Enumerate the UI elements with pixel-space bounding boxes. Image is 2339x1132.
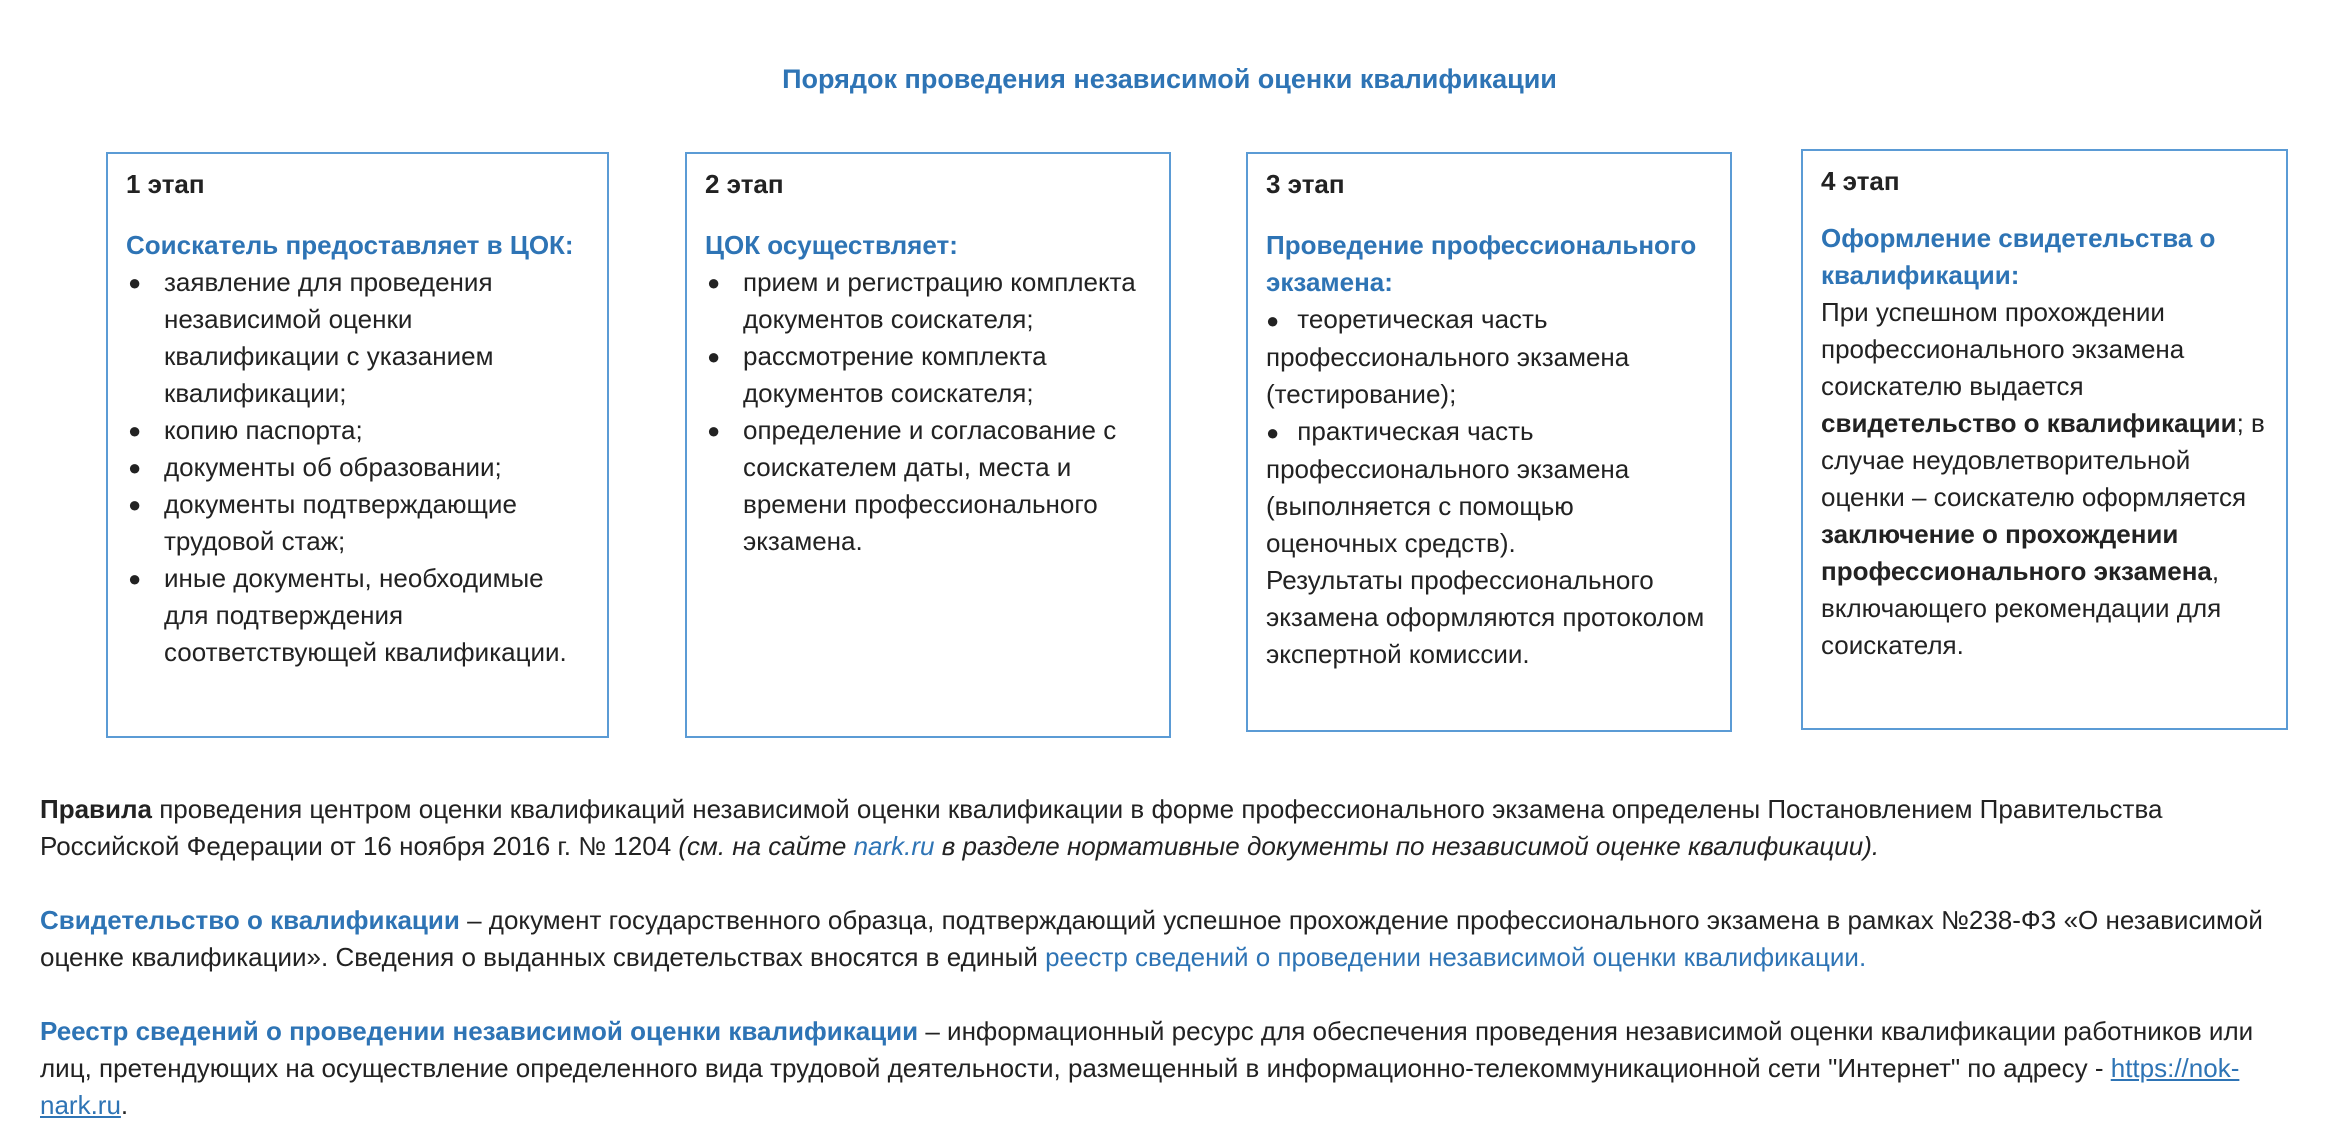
stage-heading: Соискатель предоставляет в ЦОК: <box>126 230 574 260</box>
list-item: ● документы об образовании; <box>126 449 589 486</box>
conclusion-term: заключение о прохождении профессионального экзамена <box>1821 519 2212 586</box>
stage-heading: Проведение профессионального экзамена: <box>1266 230 1697 297</box>
stage-body-text: При успешном прохождении профессионального экзамена соискателю выдается свидетельство о квалификации; в случае неудовлетворительной оценки – соискателю оформляется заключение о прохождении профессионального экзамена, включающего рекомендации для соискателя. <box>1821 297 2265 660</box>
list-item: ● рассмотрение комплекта документов соискателя; <box>705 338 1151 412</box>
list-item: ● прием и регистрацию комплекта документов соискателя; <box>705 264 1151 338</box>
bullet-icon: ● <box>707 270 721 295</box>
bullet-icon: ● <box>1266 420 1280 445</box>
site-link[interactable]: nark.ru <box>853 831 935 861</box>
bullet-icon: ● <box>128 492 142 517</box>
registry-link[interactable]: реестр сведений о проведении независимой оценки квалификации. <box>1045 942 1867 972</box>
stage-item-list <box>705 264 1151 560</box>
list-item: ● копию паспорта; <box>126 412 589 449</box>
list-item: ● заявление для проведения независимой оценки квалификации с указанием квалификации; <box>126 264 589 412</box>
registry-url-link[interactable]: https://nok-nark.ru <box>40 1053 2240 1120</box>
bullet-icon: ● <box>707 418 721 443</box>
list-item: ● определение и согласование с соискателем даты, места и времени профессионального экзамена. <box>705 412 1151 560</box>
certificate-paragraph: Свидетельство о квалификации – документ государственного образца, подтверждающий успешное прохождение профессионального экзамена в рамках №238-ФЗ «О независимой оценке квалификации». Сведения о выданных свидетельствах вносятся в единый реестр сведений о проведении независимой оценки квалификации. <box>40 905 2263 972</box>
bullet-icon: ● <box>128 418 142 443</box>
list-item: ● практическая часть профессионального экзамена (выполняется с помощью оценочных средств). <box>1266 416 1630 558</box>
bullet-icon: ● <box>1266 308 1280 333</box>
stage-heading: Оформление свидетельства о квалификации: <box>1821 223 2216 290</box>
stage-item-list <box>126 264 589 671</box>
bullet-icon: ● <box>707 344 721 369</box>
list-item: ● теоретическая часть профессионального экзамена (тестирование); <box>1266 304 1630 409</box>
rules-paragraph: Правила проведения центром оценки квалификаций независимой оценки квалификации в форме профессионального экзамена определены Постановлением Правительства Российской Федерации от 16 ноября 2016 г. № 1204 (см. на сайте nark.ru в разделе нормативные документы по независимой оценке квалификации). <box>40 794 2163 861</box>
stage-number: 2 этап <box>705 169 784 199</box>
certificate-term: свидетельство о квалификации <box>1821 408 2237 438</box>
stage-2-card <box>685 152 1171 738</box>
stage-heading: ЦОК осуществляет: <box>705 230 958 260</box>
stage-4-card <box>1801 149 2288 730</box>
list-item: ● документы подтверждающие трудовой стаж; <box>126 486 589 560</box>
stage-number: 4 этап <box>1821 166 1900 196</box>
stage-footer-text: Результаты профессионального экзамена оформляются протоколом экспертной комиссии. <box>1266 565 1705 669</box>
list-item: ● иные документы, необходимые для подтверждения соответствующей квалификации. <box>126 560 589 671</box>
stage-3-card <box>1246 152 1732 732</box>
stage-1-card <box>106 152 609 738</box>
stage-number: 1 этап <box>126 169 205 199</box>
stage-item-list <box>1266 301 1712 562</box>
page-title: Порядок проведения независимой оценки квалификации <box>782 64 1557 94</box>
bullet-icon: ● <box>128 566 142 591</box>
registry-paragraph: Реестр сведений о проведении независимой оценки квалификации – информационный ресурс для обеспечения проведения независимой оценки квалификации работников или лиц, претендующих на осуществление определенного вида трудовой деятельности, размещенный в информационно-телекоммуникационной сети "Интернет" по адресу - https://nok-nark.ru. <box>40 1016 2254 1120</box>
bullet-icon: ● <box>128 455 142 480</box>
bullet-icon: ● <box>128 270 142 295</box>
stage-number: 3 этап <box>1266 169 1345 199</box>
